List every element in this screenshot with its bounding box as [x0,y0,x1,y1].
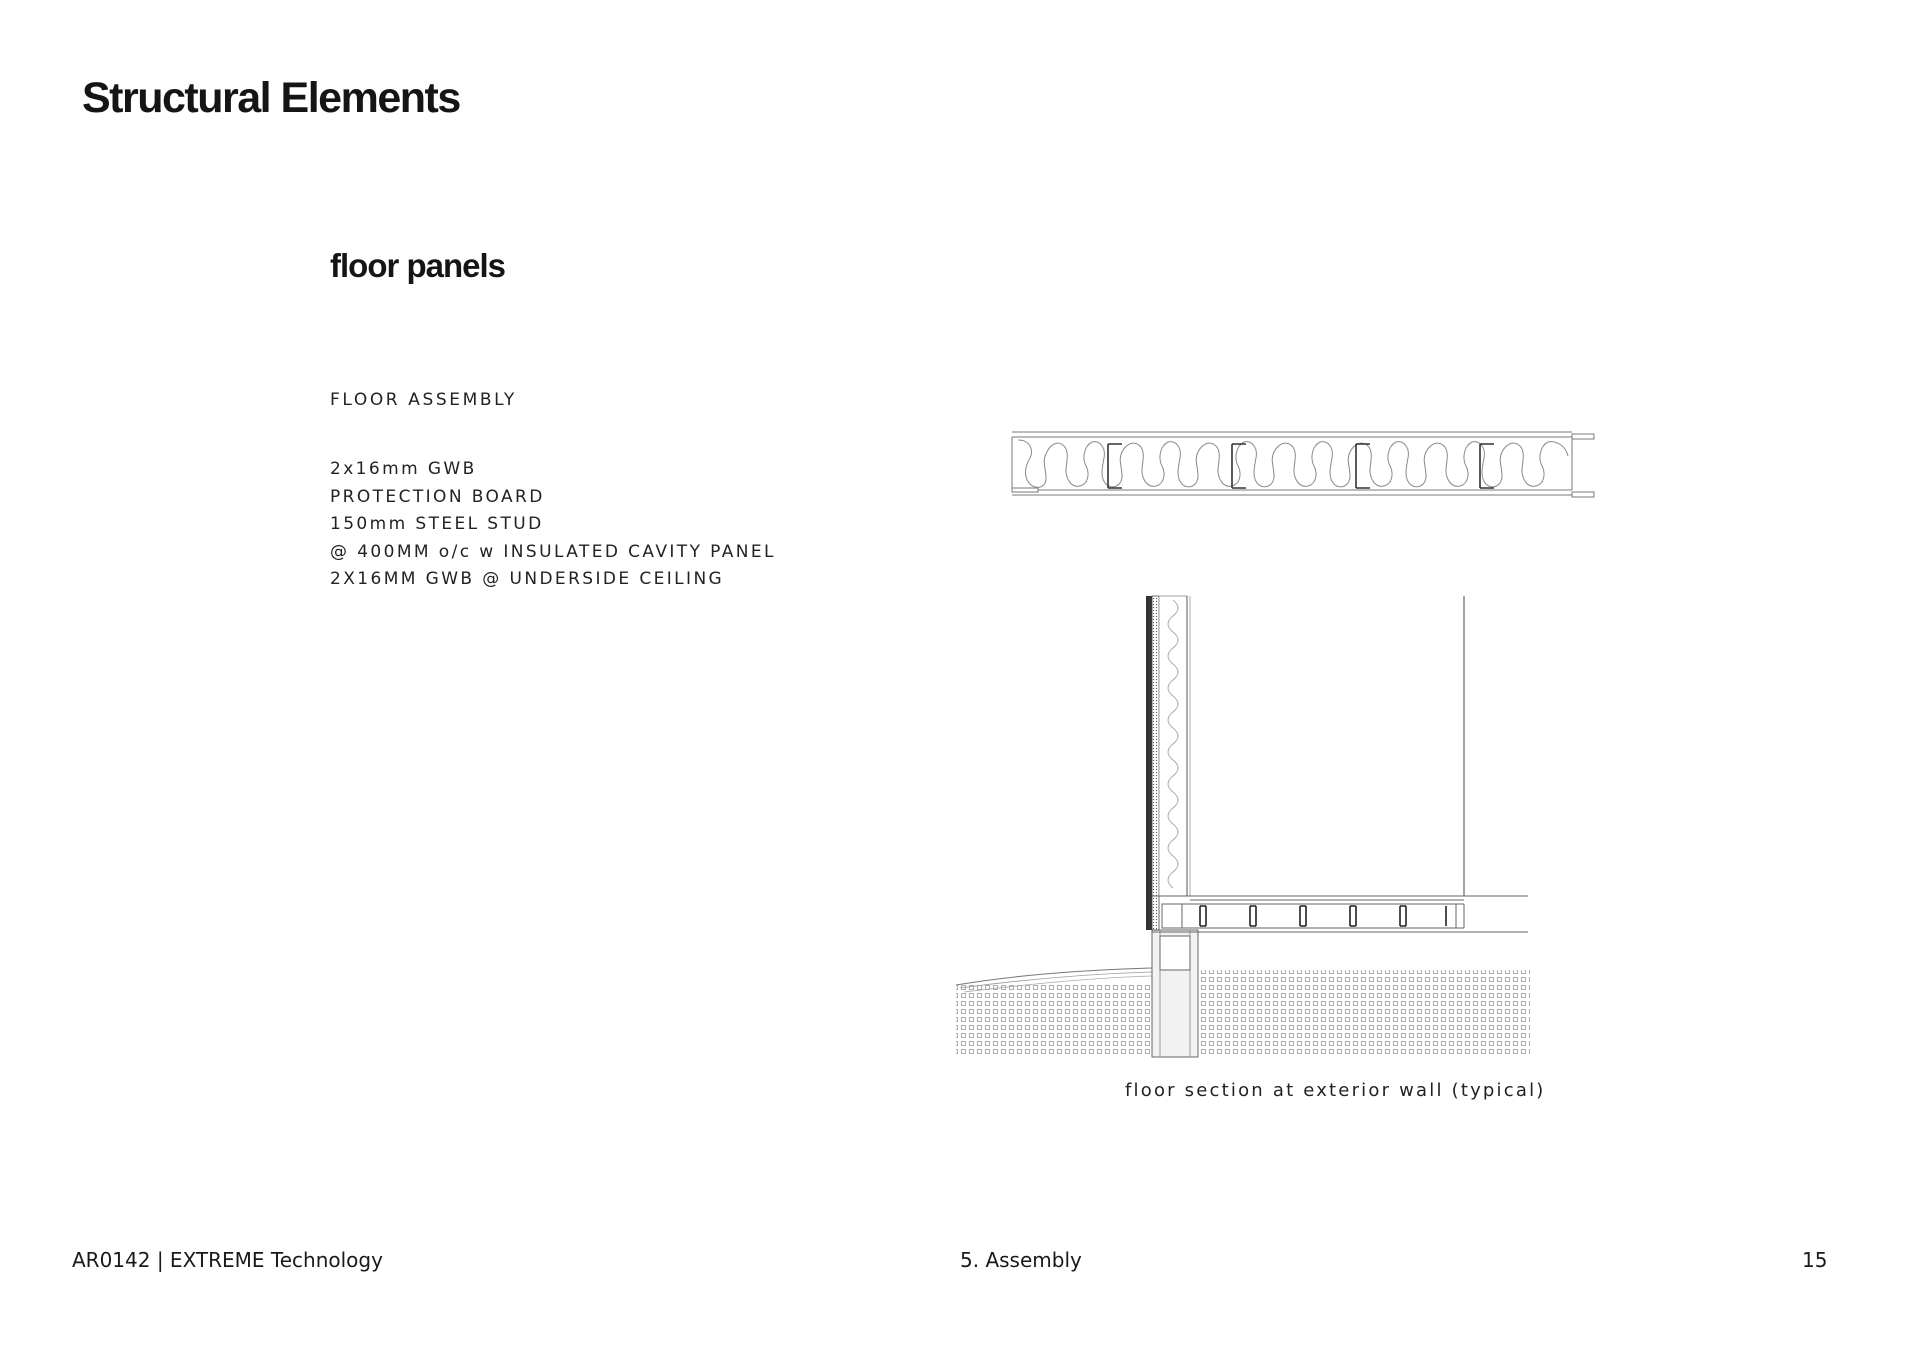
spec-line: 2X16MM GWB @ UNDERSIDE CEILING [330,569,725,589]
page-title: Structural Elements [82,74,460,122]
spec-heading: FLOOR ASSEMBLY [330,390,517,410]
drawing-caption: floor section at exterior wall (typical) [1125,1080,1546,1101]
wall-section-detail [956,596,1530,1057]
floor-section-drawing [950,420,1600,1070]
footer-section: 5. Assembly [960,1248,1082,1272]
spec-line: 150mm STEEL STUD [330,514,544,534]
spec-line: PROTECTION BOARD [330,486,545,507]
spec-list [330,456,776,594]
floor-panel-detail [1012,432,1594,497]
section-subtitle: floor panels [330,247,506,284]
footer-course: AR0142 | EXTREME Technology [72,1248,383,1272]
spec-line: @ 400MM o/c w INSULATED CAVITY PANEL [330,541,776,562]
page-number: 15 [1802,1248,1828,1272]
spec-line: 2x16mm GWB [330,459,477,479]
